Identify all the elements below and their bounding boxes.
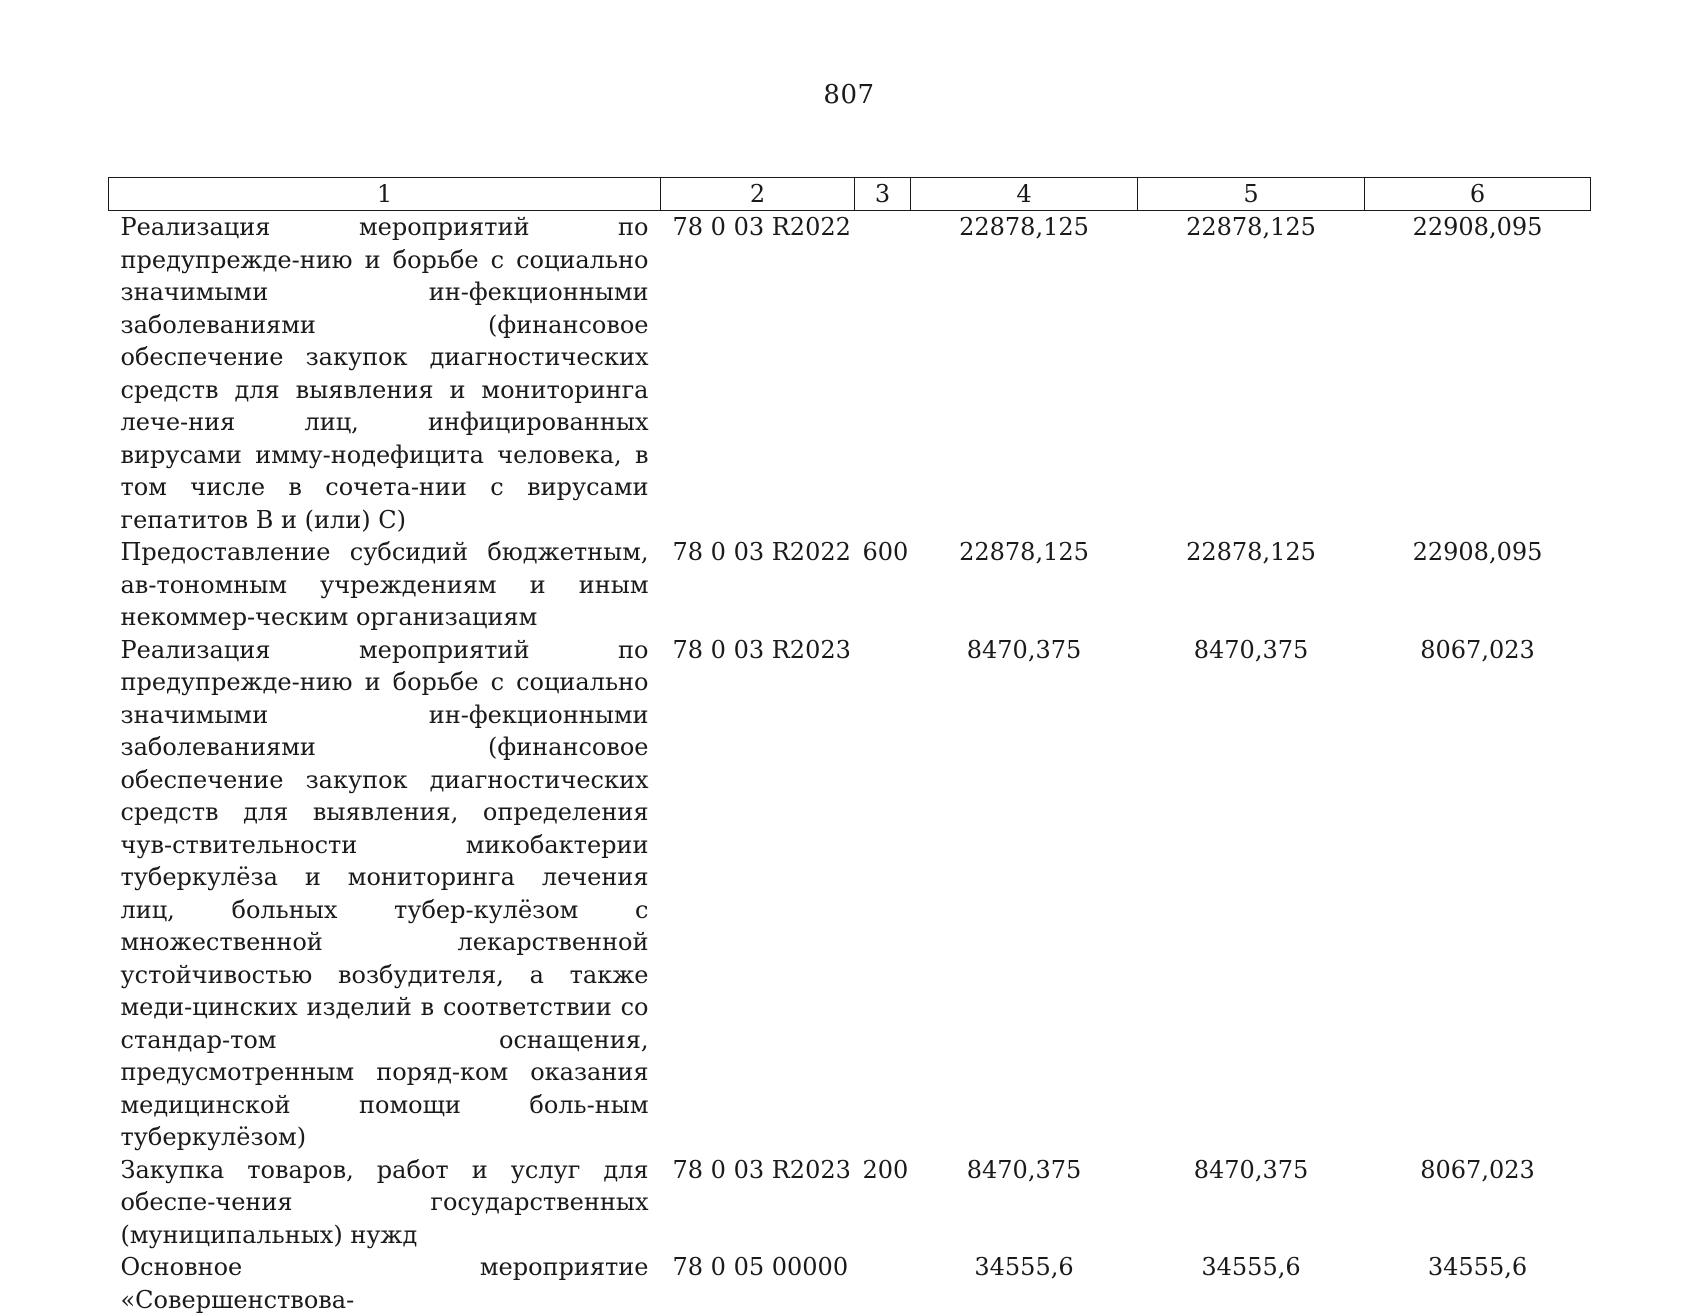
row-name: Реализация мероприятий по предупрежде-нию и борьбе с социально значимыми ин-фекционными заболеваниями (финансовое обеспечение закупок диагностических средств для выявления, определения чув-ствительности микобактерии туберкулёза и мониторинга лечения лиц, больных тубер-кулёзом с множественной лекарственной устойчивостью возбудителя, а также меди-цинских изделий в соответствии со стандар-том оснащения, предусмотренным поряд-ком оказания медицинской помощи боль-ным туберкулёзом) — [109, 634, 661, 1154]
row-expense-type — [855, 211, 911, 537]
row-code: 78 0 03 R2023 — [661, 1154, 855, 1252]
row-value-col-6: 34555,6 — [1365, 1251, 1591, 1316]
table-row — [109, 634, 1591, 1154]
row-value-col-4: 8470,375 — [911, 634, 1138, 1154]
row-value-col-6: 22908,095 — [1365, 536, 1591, 634]
table-body — [109, 211, 1591, 1316]
budget-table — [108, 177, 1591, 1316]
table-header — [109, 178, 1591, 211]
row-name: Реализация мероприятий по предупрежде-нию и борьбе с социально значимыми ин-фекционными заболеваниями (финансовое обеспечение закупок диагностических средств для выявления и мониторинга лече-ния лиц, инфицированных вирусами имму-нодефицита человека, в том числе в сочета-нии с вирусами гепатитов В и (или) С) — [109, 211, 661, 537]
row-code: 78 0 05 00000 — [661, 1251, 855, 1316]
row-code: 78 0 03 R2023 — [661, 634, 855, 1154]
table-row — [109, 1251, 1591, 1316]
page-number: 807 — [0, 80, 1698, 110]
table-row — [109, 1154, 1591, 1252]
row-value-col-5: 22878,125 — [1138, 536, 1365, 634]
row-value-col-5: 8470,375 — [1138, 634, 1365, 1154]
row-name: Закупка товаров, работ и услуг для обеспе-чения государственных (муниципальных) нужд — [109, 1154, 661, 1252]
row-value-col-5: 8470,375 — [1138, 1154, 1365, 1252]
header-col-1: 1 — [109, 178, 661, 211]
row-value-col-5: 34555,6 — [1138, 1251, 1365, 1316]
row-name: Предоставление субсидий бюджетным, ав-тономным учреждениям и иным некоммер-ческим организациям — [109, 536, 661, 634]
row-value-col-4: 22878,125 — [911, 211, 1138, 537]
row-value-col-5: 22878,125 — [1138, 211, 1365, 537]
header-row — [109, 178, 1591, 211]
row-expense-type — [855, 1251, 911, 1316]
row-value-col-4: 34555,6 — [911, 1251, 1138, 1316]
row-value-col-4: 22878,125 — [911, 536, 1138, 634]
row-expense-type — [855, 634, 911, 1154]
row-name: Основное мероприятие «Совершенствова- — [109, 1251, 661, 1316]
row-value-col-6: 8067,023 — [1365, 634, 1591, 1154]
row-code: 78 0 03 R2022 — [661, 211, 855, 537]
row-value-col-6: 22908,095 — [1365, 211, 1591, 537]
header-col-6: 6 — [1365, 178, 1591, 211]
row-expense-type: 200 — [855, 1154, 911, 1252]
table-row — [109, 536, 1591, 634]
row-code: 78 0 03 R2022 — [661, 536, 855, 634]
row-expense-type: 600 — [855, 536, 911, 634]
header-col-4: 4 — [911, 178, 1138, 211]
header-col-2: 2 — [661, 178, 855, 211]
row-value-col-4: 8470,375 — [911, 1154, 1138, 1252]
header-col-3: 3 — [855, 178, 911, 211]
header-col-5: 5 — [1138, 178, 1365, 211]
row-value-col-6: 8067,023 — [1365, 1154, 1591, 1252]
table-row — [109, 211, 1591, 537]
